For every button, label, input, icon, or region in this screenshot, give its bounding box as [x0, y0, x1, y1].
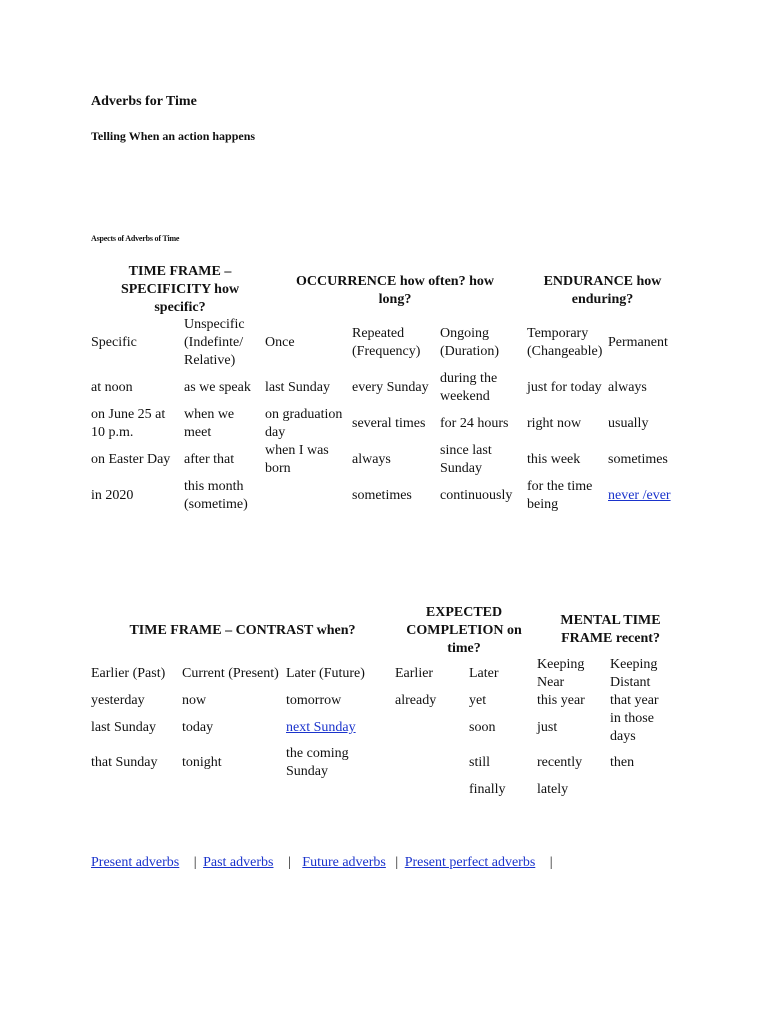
table-cell: yesterday — [91, 693, 145, 708]
table1-header-endurance: ENDURANCE how enduring? — [543, 274, 662, 307]
link-separator: | — [287, 855, 291, 870]
table-cell: usually — [608, 416, 649, 431]
table-cell: at noon — [91, 380, 133, 395]
table-cell: after that — [184, 452, 235, 467]
table-cell: recently — [537, 755, 583, 770]
table-cell: every Sunday — [352, 380, 429, 395]
column-subheader: Keeping Near — [537, 657, 585, 690]
column-subheader: Earlier — [395, 666, 434, 681]
table-cell: still — [469, 755, 491, 770]
table1-header-time-frame: TIME FRAME – SPECIFICITY how specific? — [120, 264, 240, 315]
section-label: Aspects of Adverbs of Time — [91, 234, 180, 243]
table-cell: sometimes — [608, 452, 668, 467]
link-past-adverbs[interactable]: Past adverbs — [203, 855, 274, 870]
column-subheader: Temporary (Changeable) — [527, 326, 603, 359]
table-cell: since last Sunday — [440, 443, 492, 476]
table1-header-occurrence: OCCURRENCE how often? how long? — [296, 274, 494, 307]
page-subtitle: Telling When an action happens — [91, 129, 256, 143]
column-subheader: Keeping Distant — [610, 657, 658, 690]
table-cell: tomorrow — [286, 693, 342, 708]
table2-header-mental-time: MENTAL TIME FRAME recent? — [560, 613, 661, 646]
table-cell: this year — [537, 693, 585, 708]
table-cell: when I was born — [265, 443, 329, 476]
column-subheader: Specific — [91, 335, 137, 350]
table-cell[interactable]: next Sunday — [286, 720, 356, 735]
table2-header-expected-completion: EXPECTED COMPLETION on time? — [406, 605, 522, 656]
table-cell: then — [610, 755, 635, 770]
table2-header-contrast: TIME FRAME – CONTRAST when? — [129, 623, 356, 638]
link-present-perfect-adverbs[interactable]: Present perfect adverbs — [404, 855, 536, 870]
table-cell: on June 25 at 10 p.m. — [91, 407, 166, 440]
page-title: Adverbs for Time — [91, 94, 197, 109]
table-cell: continuously — [440, 488, 513, 503]
link-separator: | — [549, 855, 553, 870]
column-subheader: Current (Present) — [182, 666, 279, 681]
table-cell: just for today — [527, 380, 602, 395]
column-subheader: Once — [265, 335, 295, 350]
column-subheader: Later (Future) — [286, 666, 365, 681]
link-future-adverbs[interactable]: Future adverbs — [302, 855, 386, 870]
table-cell: this month (sometime) — [184, 479, 248, 512]
table-cell: always — [352, 452, 391, 467]
column-subheader: Repeated (Frequency) — [352, 326, 421, 359]
table-cell: for the time being — [527, 479, 593, 512]
table-cell: in 2020 — [91, 488, 134, 503]
table-cell: that year — [610, 693, 659, 708]
table-cell: this week — [527, 452, 581, 467]
table-cell: during the weekend — [440, 371, 498, 404]
table-cell: right now — [527, 416, 582, 431]
table-cell: last Sunday — [91, 720, 156, 735]
table-cell: today — [182, 720, 214, 735]
table-cell: tonight — [182, 755, 222, 770]
table-cell: lately — [537, 782, 569, 797]
column-subheader: Permanent — [608, 335, 668, 350]
table-cell: last Sunday — [265, 380, 330, 395]
table-cell: the coming Sunday — [286, 746, 349, 779]
table-cell[interactable]: never /ever — [608, 488, 671, 503]
table-cell: for 24 hours — [440, 416, 509, 431]
table-cell: always — [608, 380, 647, 395]
table-cell: as we speak — [184, 380, 251, 395]
table-cell: finally — [469, 782, 506, 797]
column-subheader: Later — [469, 666, 499, 681]
link-present-adverbs[interactable]: Present adverbs — [91, 855, 180, 870]
table-cell: several times — [352, 416, 426, 431]
table-cell: soon — [469, 720, 496, 735]
column-subheader: Unspecific (Indefinte/ Relative) — [184, 317, 245, 368]
column-subheader: Ongoing (Duration) — [440, 326, 500, 359]
table-cell: when we meet — [184, 407, 235, 440]
table-cell: that Sunday — [91, 755, 158, 770]
column-subheader: Earlier (Past) — [91, 666, 166, 681]
table-cell: yet — [469, 693, 487, 708]
table-cell: sometimes — [352, 488, 412, 503]
table-cell: on Easter Day — [91, 452, 171, 467]
table-cell: just — [537, 720, 558, 735]
table-cell: in those days — [610, 711, 654, 744]
adverb-links-bar — [91, 855, 553, 871]
table-cell: now — [182, 693, 207, 708]
table-cell: already — [395, 693, 437, 708]
table-cell: on graduation day — [265, 407, 343, 440]
link-separator: | — [193, 855, 197, 870]
link-separator: | — [395, 855, 399, 870]
